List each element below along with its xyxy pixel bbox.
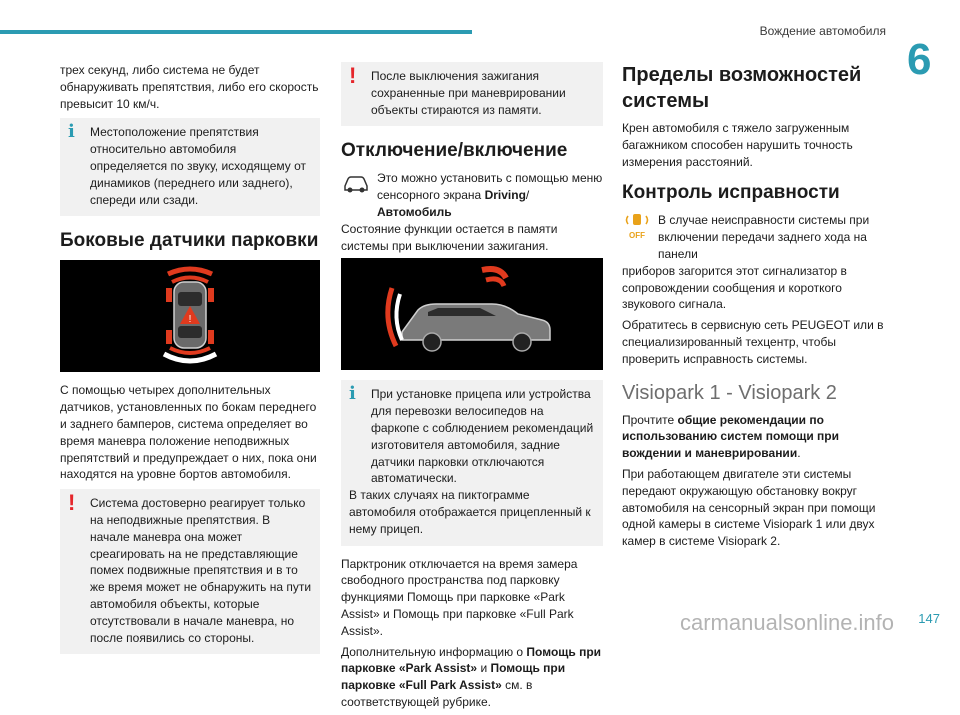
side-sensors-paragraph: С помощью четырех дополнительных датчиков, установленных по бокам переднего и заднего бамперов, система определяет во время маневра положение неподвижных препятствий и предупреждает о них, пока они находятся на уровне бортов автомобиля. [60,383,317,482]
intro-paragraph: трех секунд, либо система не будет обнаруживать препятствия, либо его скорость превысит 10 км/ч. [60,63,319,111]
header-accent-bar [0,30,472,34]
column-1 [60,62,320,664]
warning-note-text: После выключения зажигания сохраненные при маневрировании объекты стираются из памяти. [371,69,566,117]
section-heading: Контроль исправности [622,182,840,204]
park-assist-paragraph: Парктроник отключается на время замера свободного пространства под парковку функциями Помощь при парковке «Park Assist» и Помощь при парковке «Full Park Assist». [341,556,578,638]
fault-paragraph: приборов загорится этот сигнализатор в сопровождении сообщения и короткого звукового сигнала. [622,263,847,312]
read-recommendations-paragraph: Прочтите общие рекомендации по использованию систем помощи при вождении и маневрировании. [622,412,840,461]
info-note-text-2: В таких случаях на пиктограмме автомобиля отображается прицепленный к нему прицеп. [349,488,591,536]
warning-icon: ! [68,490,76,516]
section-heading: Отключение/включение [341,140,568,162]
memory-paragraph: Состояние функции остается в памяти системы при выключении зажигания. [341,221,558,253]
section-heading: Пределы возможностей системы [622,64,862,112]
visiopark-paragraph: При работающем двигателе эти системы передают окружающую обстановку вокруг автомобиля на сенсорный экран при помощи одной камеры в системе Visiopark 1 или двух камер в системе Visiopark 2. [622,466,876,549]
section-title: Вождение автомобиля [759,24,886,38]
rear-sensors-illustration [341,258,603,370]
warning-icon: ! [349,63,357,88]
info-note [60,118,320,216]
car-settings-icon [341,170,371,194]
parking-sensor-off-icon [622,212,652,242]
info-note-text: При установке прицепа или устройства для перевозки велосипедов на фаркопе с соблюдением рекомендаций изготовителя автомобиля, задние датчики парковки отключаются автоматически. [371,387,594,486]
chapter-number: 6 [907,35,932,84]
service-paragraph: Обратитесь в сервисную сеть PEUGEOT или в специализированный техцентр, чтобы проверить исправность системы. [622,318,884,366]
warning-note-text: Система достоверно реагирует только на неподвижные препятствия. В начале маневра она может среагировать на не представляющие помех подвижные препятствия и в то же время может не обнаружить на пути автомобиля объекты, которые отсутствовали в начале маневра, но после появились со стороны. [90,496,312,645]
more-info-paragraph: Дополнительную информацию о Помощь при парковке «Park Assist» и Помощь при парковке «Full Park Assist» см. в соответствующей рубрике. [341,644,602,709]
fault-instruction: OFF В случае неисправности системы при включении передачи заднего хода на панели [622,212,884,262]
settings-instruction: Это можно установить с помощью меню сенсорного экрана Driving/Автомобиль [341,170,603,220]
warning-note [60,489,320,654]
section-heading: Visiopark 1 - Visiopark 2 [622,381,837,404]
car-top-view-icon [130,260,250,372]
warning-note [341,62,603,126]
info-icon: i [349,383,356,405]
side-sensors-illustration [60,260,320,372]
info-icon: i [68,121,75,143]
svg-text:OFF: OFF [629,231,645,241]
info-note [341,380,603,545]
car-side-view-icon [372,258,572,370]
limits-paragraph: Крен автомобиля с тяжело загруженным багажником способен нарушить точность измерения расстояний. [622,121,853,169]
info-note-text: Местоположение препятствия относительно автомобиля определяется по звуку, исходящему от динамиков (переднего или заднего), спереди или сзади. [90,125,306,207]
column-3 [622,62,884,554]
watermark: carmanualsonline.info [680,610,895,635]
column-2 [341,62,603,715]
section-heading: Боковые датчики парковки [60,230,319,252]
svg-text:!: ! [188,314,192,326]
page-number: 147 [918,611,940,626]
